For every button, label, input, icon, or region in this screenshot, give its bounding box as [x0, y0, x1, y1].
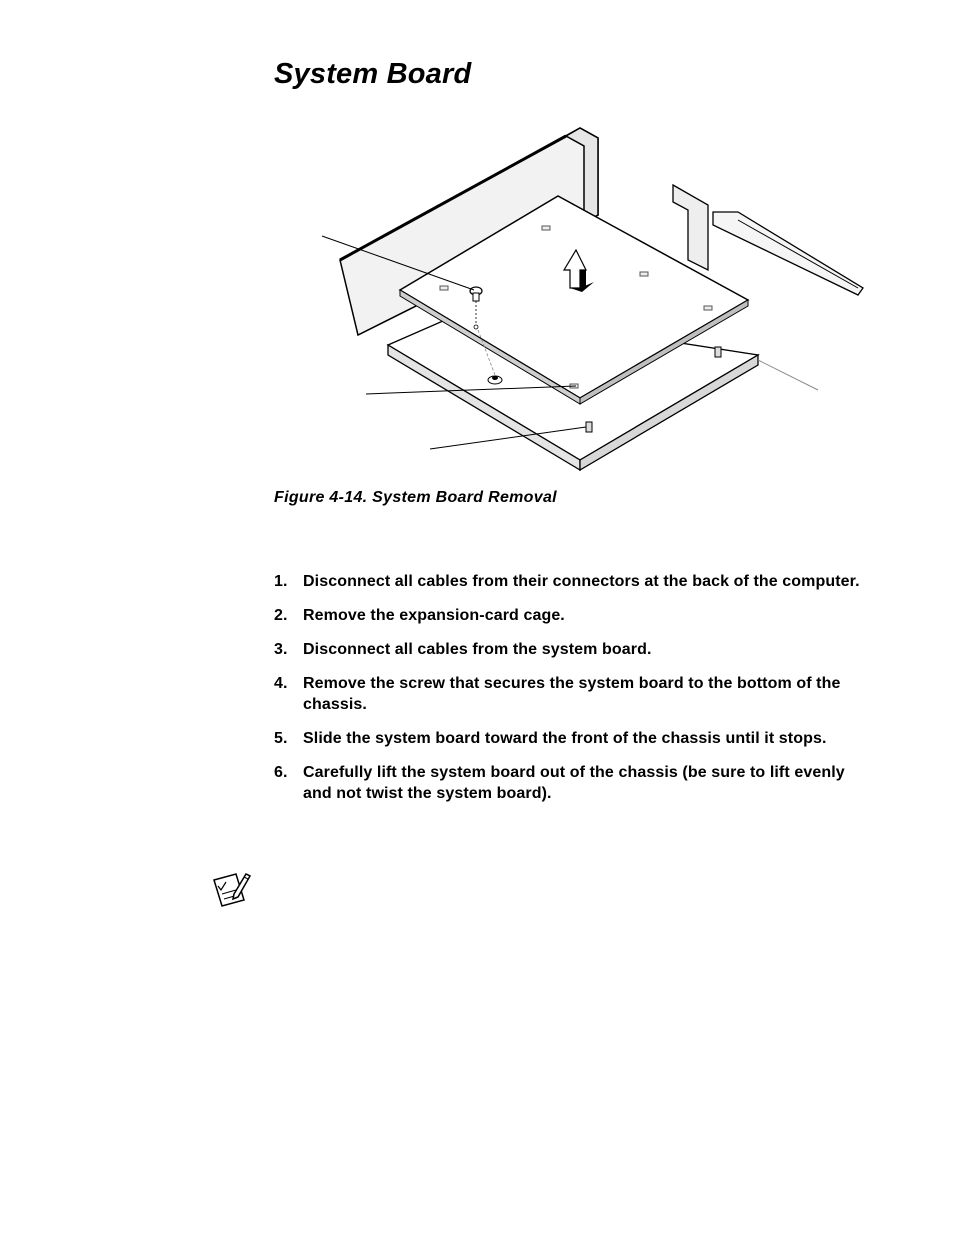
system-board-removal-illustration: [318, 120, 868, 480]
chassis-rail: [713, 212, 863, 295]
chassis-right-bracket: [673, 185, 708, 270]
note-pencil-icon: [210, 870, 252, 910]
page-title: System Board: [274, 58, 472, 90]
step-item: 5. Slide the system board toward the front of the chassis until it stops.: [274, 730, 827, 747]
step-item: 1. Disconnect all cables from their connectors at the back of the computer.: [274, 573, 860, 590]
figure-caption: Figure 4-14. System Board Removal: [274, 489, 557, 506]
step-item: 4. Remove the screw that secures the system board to the bottom of the chassis.: [274, 675, 841, 713]
step-item: 3. Disconnect all cables from the system board.: [274, 641, 652, 658]
tray-tab: [586, 422, 592, 432]
tray-tab: [715, 347, 721, 357]
step-item: 6. Carefully lift the system board out of the chassis (be sure to lift evenly and not twist the system board).: [274, 764, 845, 802]
procedure-steps: [274, 571, 874, 817]
step-item: 2. Remove the expansion-card cage.: [274, 607, 565, 624]
